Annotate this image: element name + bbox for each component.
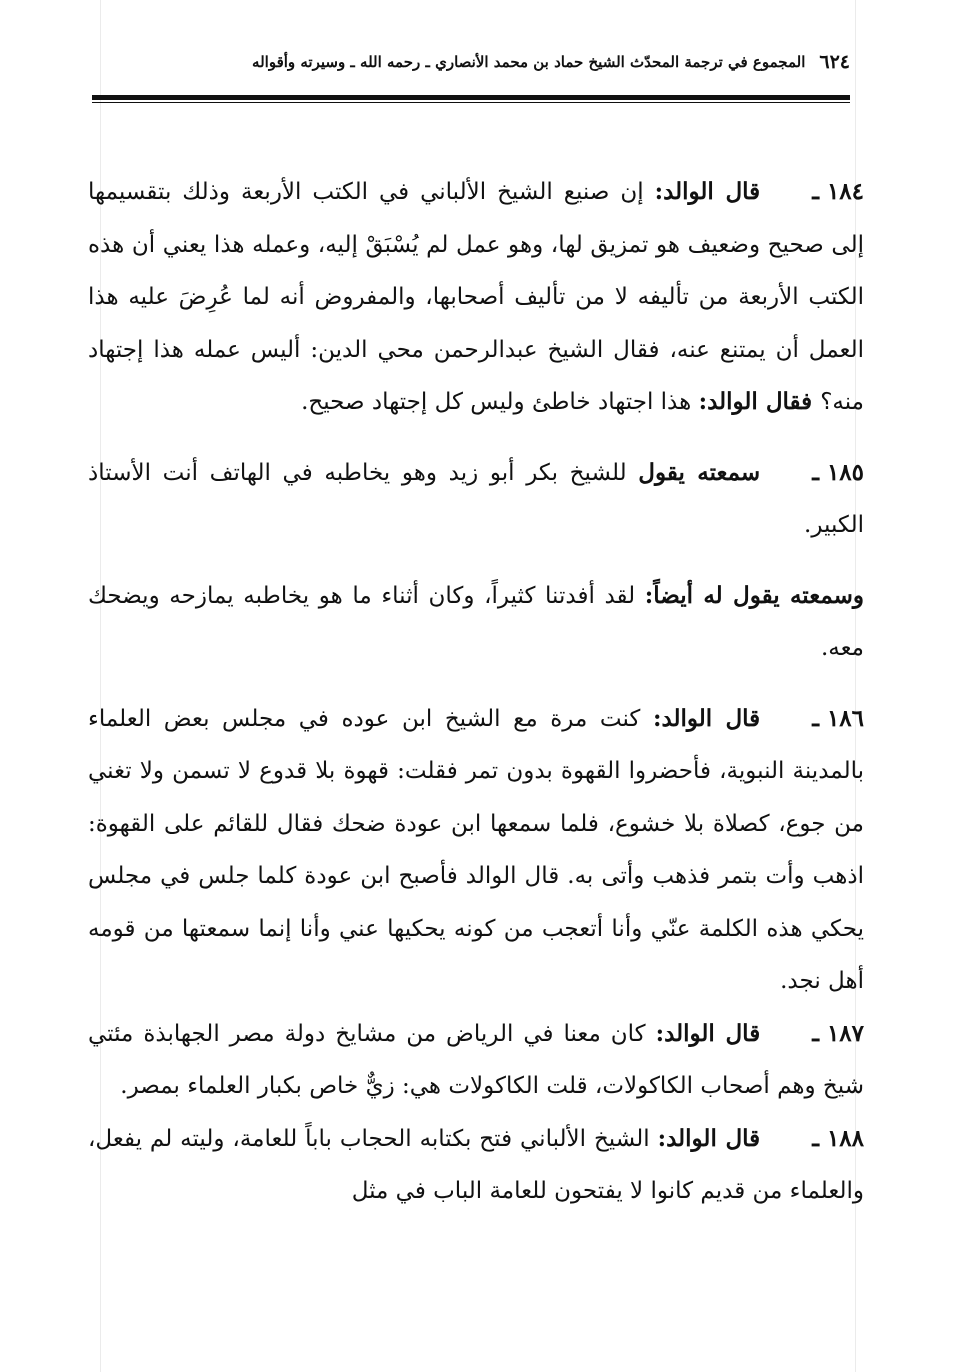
lead-phrase: قال الوالد: [654,178,761,205]
paragraph-text: لقد أفدتنا كثيراً، وكان أثناء ما هو يخاطبه يمازحه ويضحك معه. [88,582,864,661]
lead-phrase: قال الوالد: [657,1124,761,1152]
lead-phrase: قال الوالد: [652,704,761,732]
page-number: ٦٢٤ [819,51,850,73]
paragraph-185 [88,447,864,552]
paragraph-184 [88,166,864,429]
paragraph-text: هذا اجتهاد خاطئ وليس كل إجتهاد صحيح. [301,389,699,415]
item-number: ١٨٧ ـ [812,1019,864,1047]
running-title: المجموع في ترجمة المحدّث الشيخ حماد بن محمد الأنصاري ـ رحمه الله ـ وسيرته وأقواله [252,53,806,71]
paragraph-187 [88,1008,864,1113]
paragraph-text: كان معنا في الرياض من مشايخ دولة مصر الجهابذة مئتي شيخ وهم أصحاب الكاكولات، قلت الكاكولات هي: زيٌّ خاص بكبار العلماء بمصر. [88,1020,864,1099]
item-number: ١٨٦ ـ [812,704,864,732]
item-number: ١٨٨ ـ [812,1124,864,1152]
lead-phrase: وسمعته يقول له أيضاً: [644,581,864,609]
paragraph-text: كنت مرة مع الشيخ ابن عوده في مجلس بعض العلماء بالمدينة النبوية، فأحضروا القهوة بدون تمر فقلت: قهوة بلا قدوع لا تسمن ولا تغني من جوع، كصلاة بلا خشوع، فلما سمعها ابن عودة ضحك فقال للقائم على القهوة: اذهب وأت بتمر فذهب وأتى به. قال الوالد فأصبح ابن عودة كلما جلس في مجلس يحكي هذه الكلمة عنّي وأنا أتعجب من كونه يحكيها عني وأنا إنما سمعتها من قومه أهل نجد. [88,705,864,994]
body-text [88,166,864,1218]
paragraph-text: إن صنيع الشيخ الألباني في الكتب الأربعة وذلك بتقسيمها إلى صحيح وضعيف هو تمزيق لها، وهو عمل لم يُسْبَقْ إليه، وعمله هذا يعني أن هذه الكتب الأربعة من تأليفه لا من تأليف أصحابها، والمفروض أنه لما عُرِضَ عليه هذا العمل أن يمتنع عنه، فقال الشيخ عبدالرحمن محي الدين: أليس عمله هذا إجتهاد منه؟ [88,179,864,415]
header-rule-thin [92,102,850,103]
lead-phrase: فقال الوالد: [698,388,821,415]
item-number: ١٨٥ ـ [812,458,864,486]
paragraph-text: للشيخ بكر أبو زيد وهو يخاطبه في الهاتف أنت الأستاذ الكبير. [88,459,864,538]
lead-phrase: سمعته يقول [638,458,761,486]
paragraph-185-continued [88,570,864,675]
paragraph-text: الشيخ الألباني فتح بكتابه الحجاب باباً للعامة، وليته لم يفعل، والعلماء من قديم كانوا لا يفتحون للعامة الباب في مثل [88,1125,864,1204]
paragraph-186 [88,693,864,1008]
paragraph-188 [88,1113,864,1218]
lead-phrase: قال الوالد: [655,1019,761,1047]
item-number: ١٨٤ ـ [812,178,864,205]
page-header [92,42,850,82]
header-rule-thick [92,95,850,100]
